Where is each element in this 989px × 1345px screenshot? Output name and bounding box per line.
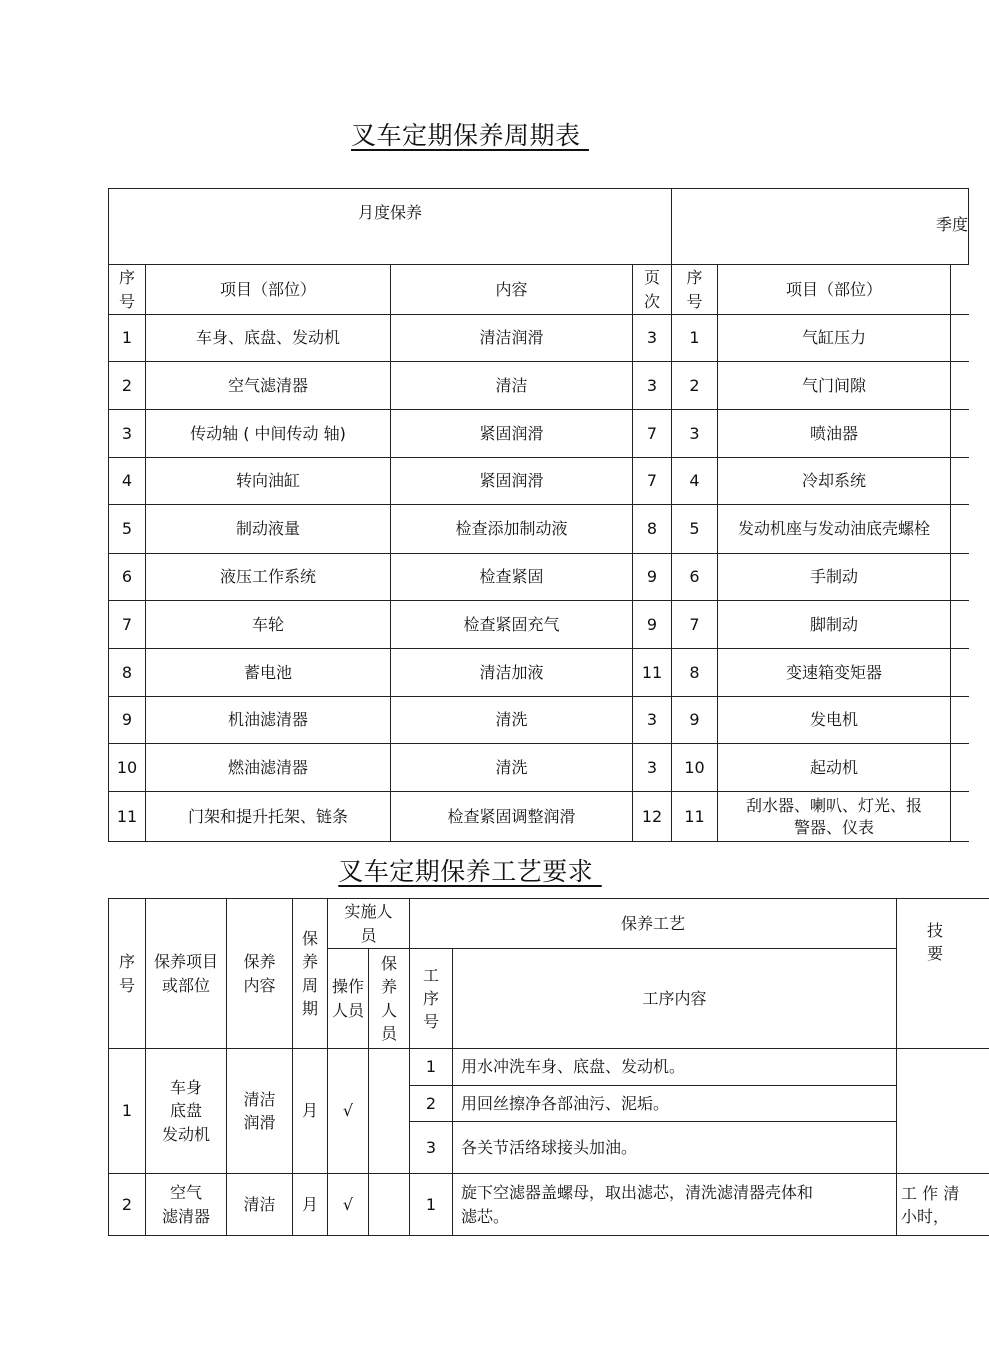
- cell-page: 11: [633, 649, 672, 697]
- h-process: 保养工艺: [410, 899, 897, 949]
- table-row: [109, 601, 969, 649]
- cell-q-item: 发动机座与发动油底壳螺栓: [718, 505, 951, 554]
- cell-q-item: 喷油器: [718, 410, 951, 458]
- cell-q-seq: 6: [672, 554, 718, 601]
- cell-q-item: 冷却系统: [718, 458, 951, 505]
- cell-q-item: 变速箱变矩器: [718, 649, 951, 697]
- cell-page: 3: [633, 697, 672, 744]
- cell-item: 转向油缸: [146, 458, 391, 505]
- h-tech: 技 要: [897, 899, 989, 1049]
- cell-content: 清洁: [227, 1174, 293, 1236]
- cell-maint: [369, 1174, 410, 1236]
- cell-step-no: 3: [410, 1122, 453, 1174]
- cell-item: 车轮: [146, 601, 391, 649]
- h-content: 保养 内容: [227, 899, 293, 1049]
- cell-seq: 3: [109, 410, 146, 458]
- table-row: [109, 315, 969, 362]
- col-page-header: 页 次: [633, 265, 672, 315]
- cell-cycle: 月: [293, 1049, 328, 1174]
- cell-q-item: 气门间隙: [718, 362, 951, 410]
- cell-content: 清洁 润滑: [227, 1049, 293, 1174]
- cell-page: 8: [633, 505, 672, 554]
- table-row: [109, 1174, 989, 1236]
- monthly-maintenance-header: 月度保养: [109, 189, 672, 265]
- cell-q-seq: 5: [672, 505, 718, 554]
- cell-item: 燃油滤清器: [146, 744, 391, 792]
- cell-tech: [897, 1049, 989, 1174]
- table-row: [109, 458, 969, 505]
- h-item: 保养项目 或部位: [146, 899, 227, 1049]
- h-staff: 实施人 员: [328, 899, 410, 949]
- cell-seq: 4: [109, 458, 146, 505]
- cell-page: 7: [633, 458, 672, 505]
- cell-seq: 5: [109, 505, 146, 554]
- col-q-seq-header: 序 号: [672, 265, 718, 315]
- cell-step-text: 用回丝擦净各部油污、泥垢。: [453, 1086, 897, 1122]
- cell-page: 9: [633, 554, 672, 601]
- cell-empty: [951, 601, 969, 649]
- cell-step-no: 1: [410, 1049, 453, 1086]
- maintenance-process-table: [108, 898, 989, 1236]
- cell-empty: [951, 697, 969, 744]
- cell-empty: [951, 458, 969, 505]
- cell-q-item: 发电机: [718, 697, 951, 744]
- cell-step-text: 用水冲洗车身、底盘、发动机。: [453, 1049, 897, 1086]
- cell-q-item: 起动机: [718, 744, 951, 792]
- cell-content: 清洁: [391, 362, 633, 410]
- table-row: [109, 697, 969, 744]
- cell-seq: 9: [109, 697, 146, 744]
- cell-cycle: 月: [293, 1174, 328, 1236]
- cell-operator: √: [328, 1049, 369, 1174]
- cell-operator: √: [328, 1174, 369, 1236]
- cell-seq: 1: [109, 315, 146, 362]
- cell-content: 清洁润滑: [391, 315, 633, 362]
- col-q-item-header: 项目（部位）: [718, 265, 951, 315]
- cell-seq: 2: [109, 362, 146, 410]
- h-step-content: 工序内容: [453, 949, 897, 1049]
- col-item-header: 项目（部位）: [146, 265, 391, 315]
- cell-step-text: 各关节活络球接头加油。: [453, 1122, 897, 1174]
- table-row: [109, 554, 969, 601]
- cell-step-text: 旋下空滤器盖螺母，取出滤芯，清洗滤清器壳体和 滤芯。: [453, 1174, 897, 1236]
- cell-page: 7: [633, 410, 672, 458]
- cell-item: 制动液量: [146, 505, 391, 554]
- cell-q-item: 脚制动: [718, 601, 951, 649]
- h-maint: 保 养 人 员: [369, 949, 410, 1049]
- cell-content: 检查紧固: [391, 554, 633, 601]
- cell-q-seq: 8: [672, 649, 718, 697]
- cell-content: 紧固润滑: [391, 410, 633, 458]
- cell-seq: 8: [109, 649, 146, 697]
- cell-seq: 6: [109, 554, 146, 601]
- cell-empty: [951, 362, 969, 410]
- col-content-header: 内容: [391, 265, 633, 315]
- cell-step-no: 2: [410, 1086, 453, 1122]
- table-row: [109, 505, 969, 554]
- table-row: [109, 649, 969, 697]
- cell-item: 液压工作系统: [146, 554, 391, 601]
- cell-empty: [951, 554, 969, 601]
- h-operator: 操作 人员: [328, 949, 369, 1049]
- table-row: [109, 1049, 989, 1086]
- cell-q-seq: 2: [672, 362, 718, 410]
- cell-q-seq: 7: [672, 601, 718, 649]
- cell-q-seq: 11: [672, 792, 718, 842]
- cell-item: 空气滤清器: [146, 362, 391, 410]
- cell-item: 车身、底盘、发动机: [146, 315, 391, 362]
- cell-q-seq: 3: [672, 410, 718, 458]
- cell-q-seq: 1: [672, 315, 718, 362]
- cell-content: 检查紧固充气: [391, 601, 633, 649]
- cell-item: 车身 底盘 发动机: [146, 1049, 227, 1174]
- cell-item: 蓄电池: [146, 649, 391, 697]
- cell-q-item: 刮水器、喇叭、灯光、报 警器、仪表: [718, 792, 951, 842]
- cell-empty: [951, 505, 969, 554]
- cell-seq: 10: [109, 744, 146, 792]
- cell-q-seq: 9: [672, 697, 718, 744]
- table-row: [109, 362, 969, 410]
- cell-seq: 11: [109, 792, 146, 842]
- page-title-process-table: 叉车定期保养工艺要求: [338, 857, 602, 886]
- table-row: [109, 792, 969, 842]
- table-row: [109, 744, 969, 792]
- cell-item: 门架和提升托架、链条: [146, 792, 391, 842]
- cell-item: 空气 滤清器: [146, 1174, 227, 1236]
- quarterly-maintenance-header: 季度: [672, 189, 969, 265]
- cell-page: 3: [633, 362, 672, 410]
- table-row: [109, 410, 969, 458]
- cell-empty: [951, 792, 969, 842]
- cell-q-seq: 10: [672, 744, 718, 792]
- cell-seq: 1: [109, 1049, 146, 1174]
- cell-content: 清洗: [391, 697, 633, 744]
- cell-empty: [951, 649, 969, 697]
- cell-page: 9: [633, 601, 672, 649]
- cell-empty: [951, 410, 969, 458]
- cell-item: 机油滤清器: [146, 697, 391, 744]
- h-seq: 序 号: [109, 899, 146, 1049]
- maintenance-cycle-table: [108, 188, 969, 842]
- cell-empty: [951, 744, 969, 792]
- h-cycle: 保 养 周 期: [293, 899, 328, 1049]
- cell-maint: [369, 1049, 410, 1174]
- cell-item: 传动轴 ( 中间传动 轴): [146, 410, 391, 458]
- cell-q-seq: 4: [672, 458, 718, 505]
- cell-page: 12: [633, 792, 672, 842]
- cell-seq: 7: [109, 601, 146, 649]
- page-title-cycle-table: 叉车定期保养周期表: [351, 121, 589, 150]
- cell-empty: [951, 315, 969, 362]
- cell-page: 3: [633, 315, 672, 362]
- cell-content: 紧固润滑: [391, 458, 633, 505]
- cell-content: 检查紧固调整润滑: [391, 792, 633, 842]
- cell-content: 检查添加制动液: [391, 505, 633, 554]
- col-seq-header: 序 号: [109, 265, 146, 315]
- cell-content: 清洁加液: [391, 649, 633, 697]
- cell-content: 清洗: [391, 744, 633, 792]
- cell-q-item: 手制动: [718, 554, 951, 601]
- cell-q-item: 气缸压力: [718, 315, 951, 362]
- cell-tech: 工 作 清 小时，: [897, 1174, 989, 1236]
- cell-step-no: 1: [410, 1174, 453, 1236]
- h-step: 工 序 号: [410, 949, 453, 1049]
- cell-seq: 2: [109, 1174, 146, 1236]
- cell-page: 3: [633, 744, 672, 792]
